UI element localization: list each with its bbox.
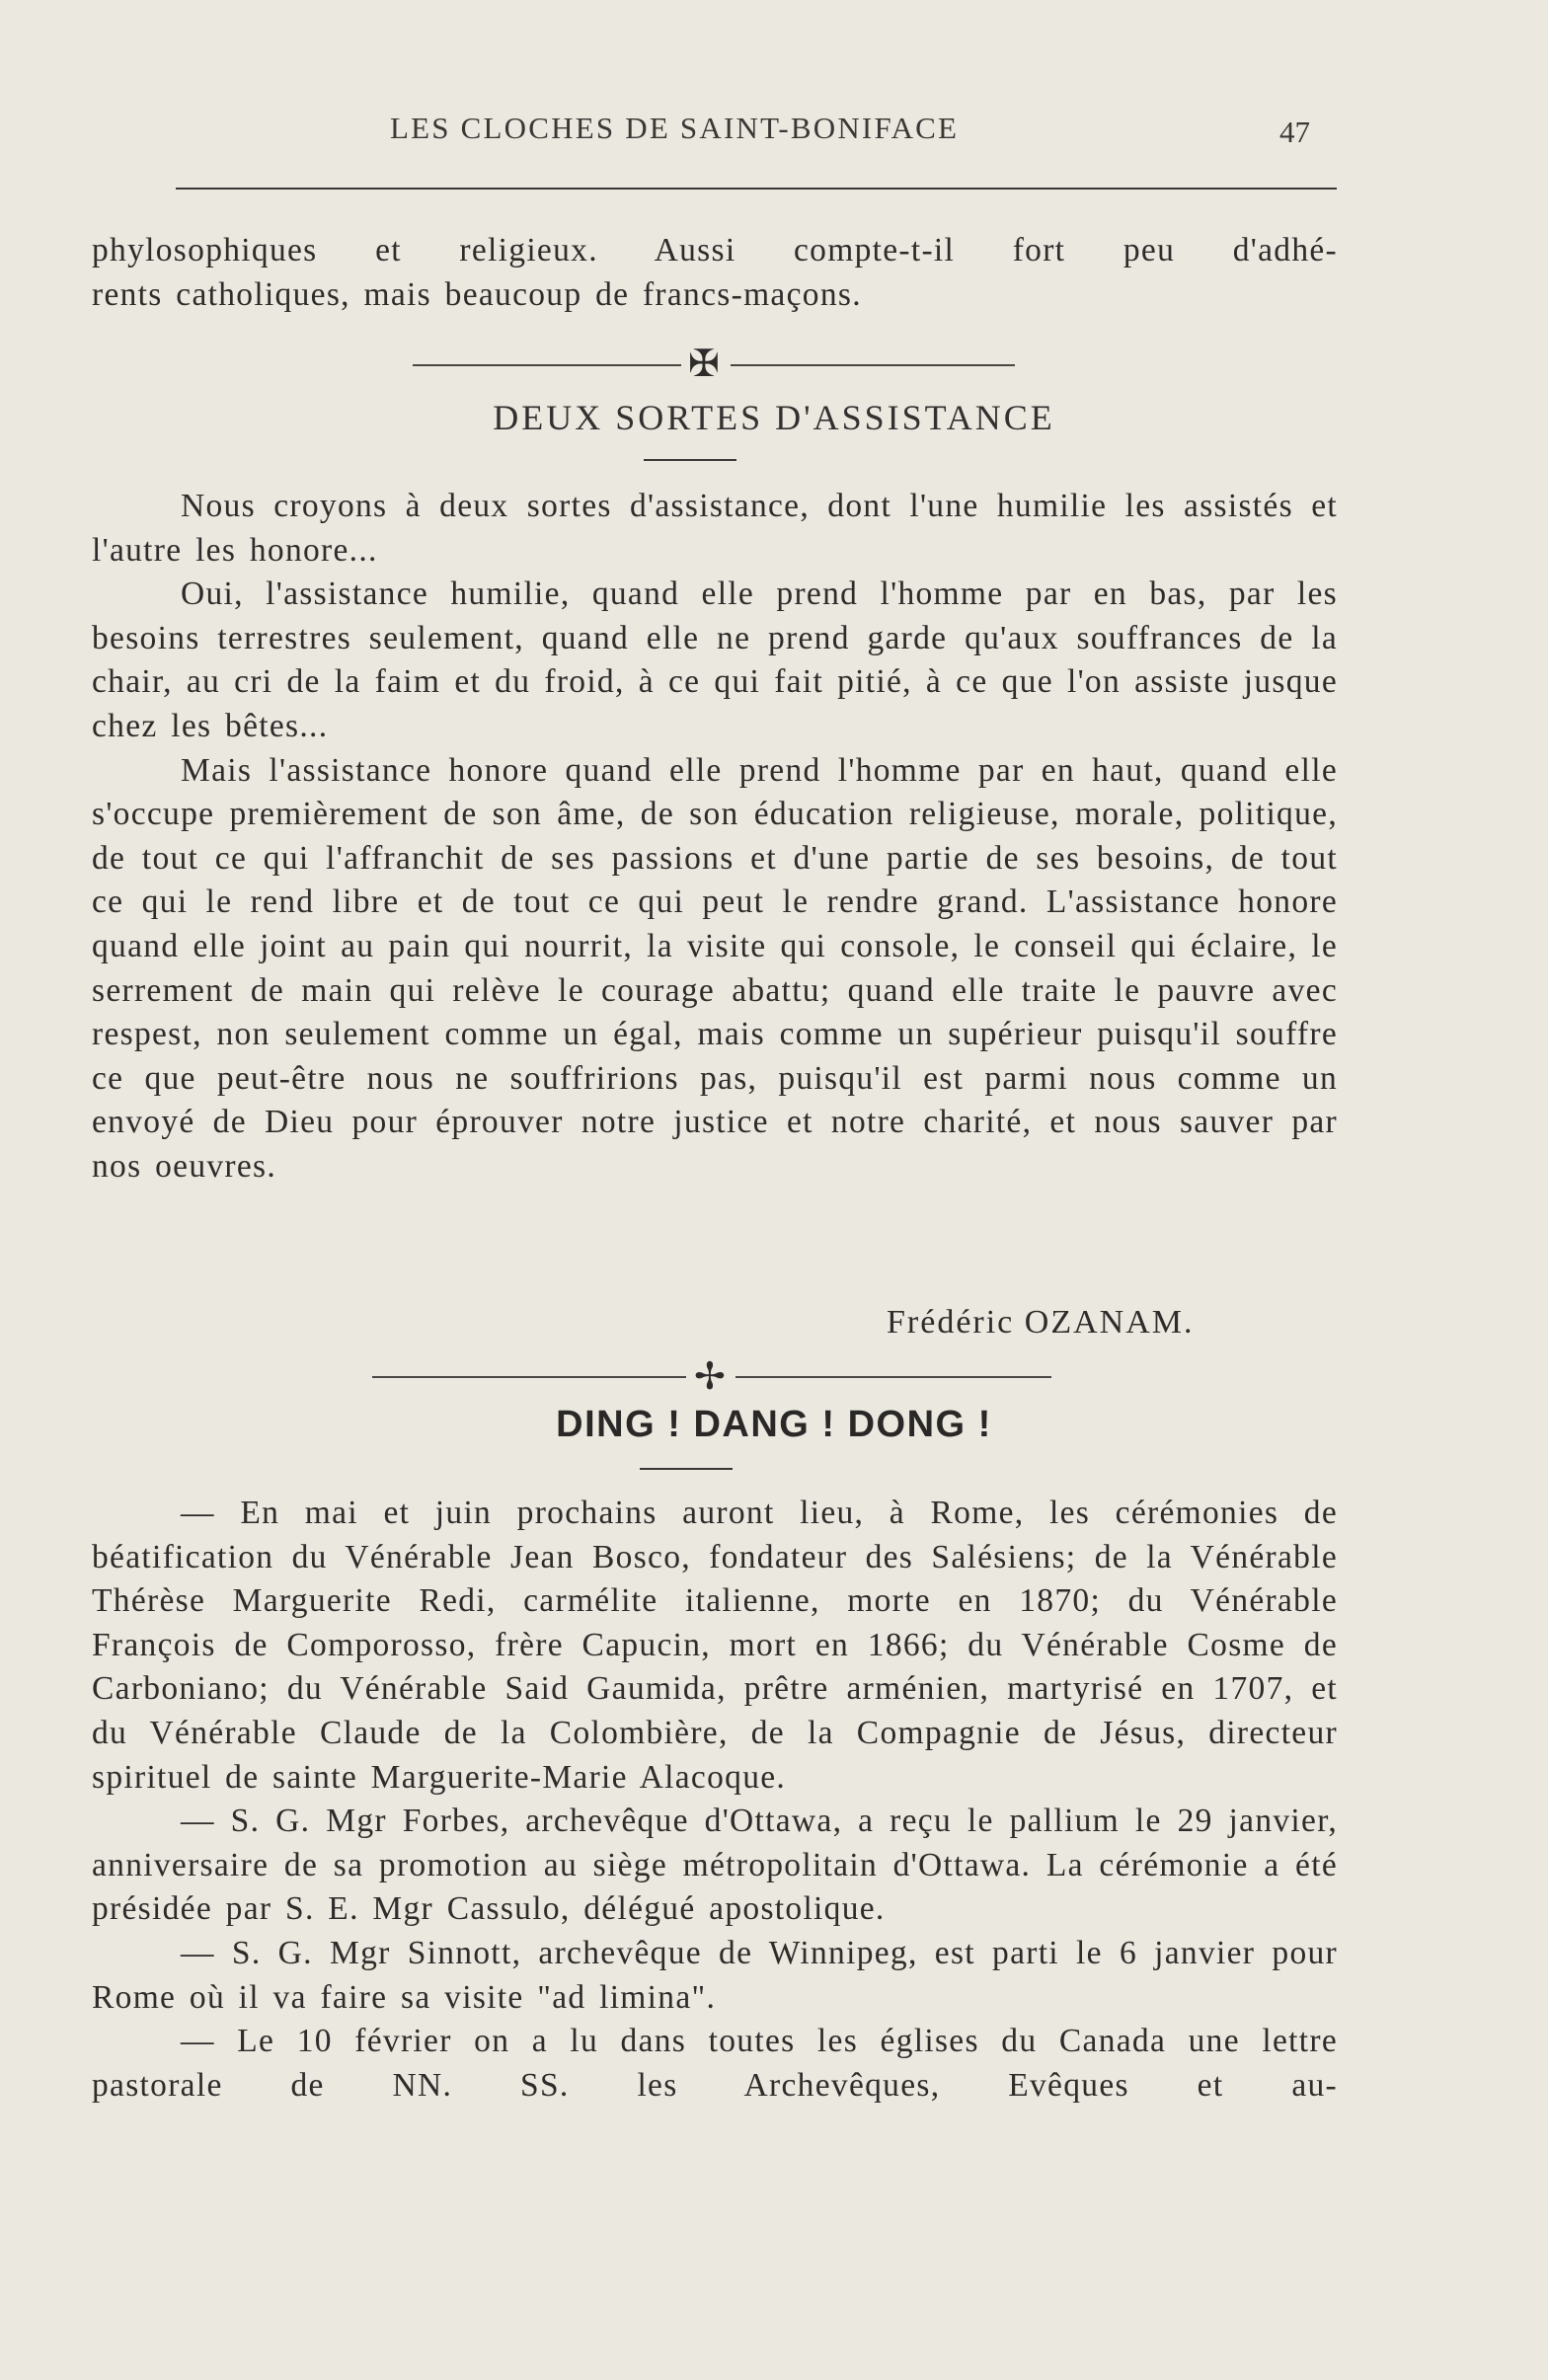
separator-line-left <box>413 364 681 366</box>
page-number: 47 <box>1279 115 1310 149</box>
intro-line-2: rents catholiques, mais beaucoup de francs-maçons. <box>92 275 862 313</box>
running-title: LES CLOCHES DE SAINT-BONIFACE <box>390 111 960 145</box>
assistance-paragraph: Oui, l'assistance humilie, quand elle prend l'homme par en bas, par les besoins terrestres seulement, quand elle ne prend garde qu'aux souffrances de la chair, au cri de la faim et du froid, à ce qui fait pitié, à ce que l'on assiste jusque chez les bêtes... <box>92 576 1338 744</box>
news-paragraph: — S. G. Mgr Sinnott, archevêque de Winnipeg, est parti le 6 janvier pour Rome où il va faire sa visite "ad limina". <box>92 1934 1338 2016</box>
news-paragraph: — En mai et juin prochains auront lieu, à Rome, les cérémonies de béatification du Vénérable Jean Bosco, fondateur des Salésiens; de la Vénérable Thérèse Marguerite Redi, carmélite italienne, morte en 1870; du Vénérable François de Comporosso, frère Capucin, mort en 1866; du Vénérable Cosme de Carboniano; du Vénérable Said Gaumida, prêtre arménien, martyrisé en 1707, et du Vénérable Claude de la Colombière, de la Compagnie de Jésus, directeur spirituel de sainte Marguerite-Marie Alacoque. <box>92 1495 1338 1796</box>
separator-line-right <box>731 364 1015 366</box>
assistance-body <box>92 485 1338 1190</box>
section-title-assistance: DEUX SORTES D'ASSISTANCE <box>493 398 1055 437</box>
intro-text <box>92 229 1338 317</box>
news-paragraph: — S. G. Mgr Forbes, archevêque d'Ottawa, a reçu le pallium le 29 janvier, anniversaire de sa promotion au siège métropolitain d'Ottawa. La cérémonie a été présidée par S. E. Mgr Cassulo, délégué apostolique. <box>92 1803 1338 1928</box>
news-paragraph: — Le 10 février on a lu dans toutes les églises du Canada une lettre pastorale de NN. SS. les Archevêques, Evêques et au- <box>92 2023 1338 2104</box>
cross-ornament-icon: ✠ <box>688 344 720 385</box>
assistance-paragraph: Mais l'assistance honore quand elle prend l'homme par en haut, quand elle s'occupe premièrement de son âme, de son éducation religieuse, morale, politique, de tout ce qui l'affranchit de ses passions et d'une partie de ses besoins, de tout ce qui le rend libre et de tout ce qui peut le rendre grand. L'assistance honore quand elle joint au pain qui nourrit, la visite qui console, le conseil qui éclaire, le serrement de main qui relève le courage abattu; quand elle traite le pauvre avec respest, non seulement comme un égal, mais comme un supérieur puisqu'il souffre ce que peut-être nous ne souffririons pas, puisqu'il est parmi nous comme un envoyé de Dieu pour éprouver notre justice et notre charité, et nous sauver par nos oeuvres. <box>92 751 1338 1185</box>
title-underline <box>644 459 736 461</box>
title-underline <box>640 1468 733 1470</box>
section-separator-1 <box>0 345 1548 384</box>
section-title-ding-dang-dong: DING ! DANG ! DONG ! <box>556 1404 992 1445</box>
signature: Frédéric OZANAM. <box>887 1304 1195 1341</box>
page-header <box>0 111 1548 160</box>
intro-line-1: phylosophiques et religieux. Aussi compte-t-il fort peu d'adhé- <box>92 232 1338 269</box>
section-separator-2 <box>0 1357 1548 1397</box>
cross-ornament-icon: ✢ <box>694 1356 726 1398</box>
separator-line-right <box>735 1376 1051 1378</box>
news-body <box>92 1492 1338 2108</box>
separator-line-left <box>372 1376 686 1378</box>
header-rule <box>176 188 1337 190</box>
assistance-paragraph: Nous croyons à deux sortes d'assistance, dont l'une humilie les assistés et l'autre les honore... <box>92 488 1338 569</box>
